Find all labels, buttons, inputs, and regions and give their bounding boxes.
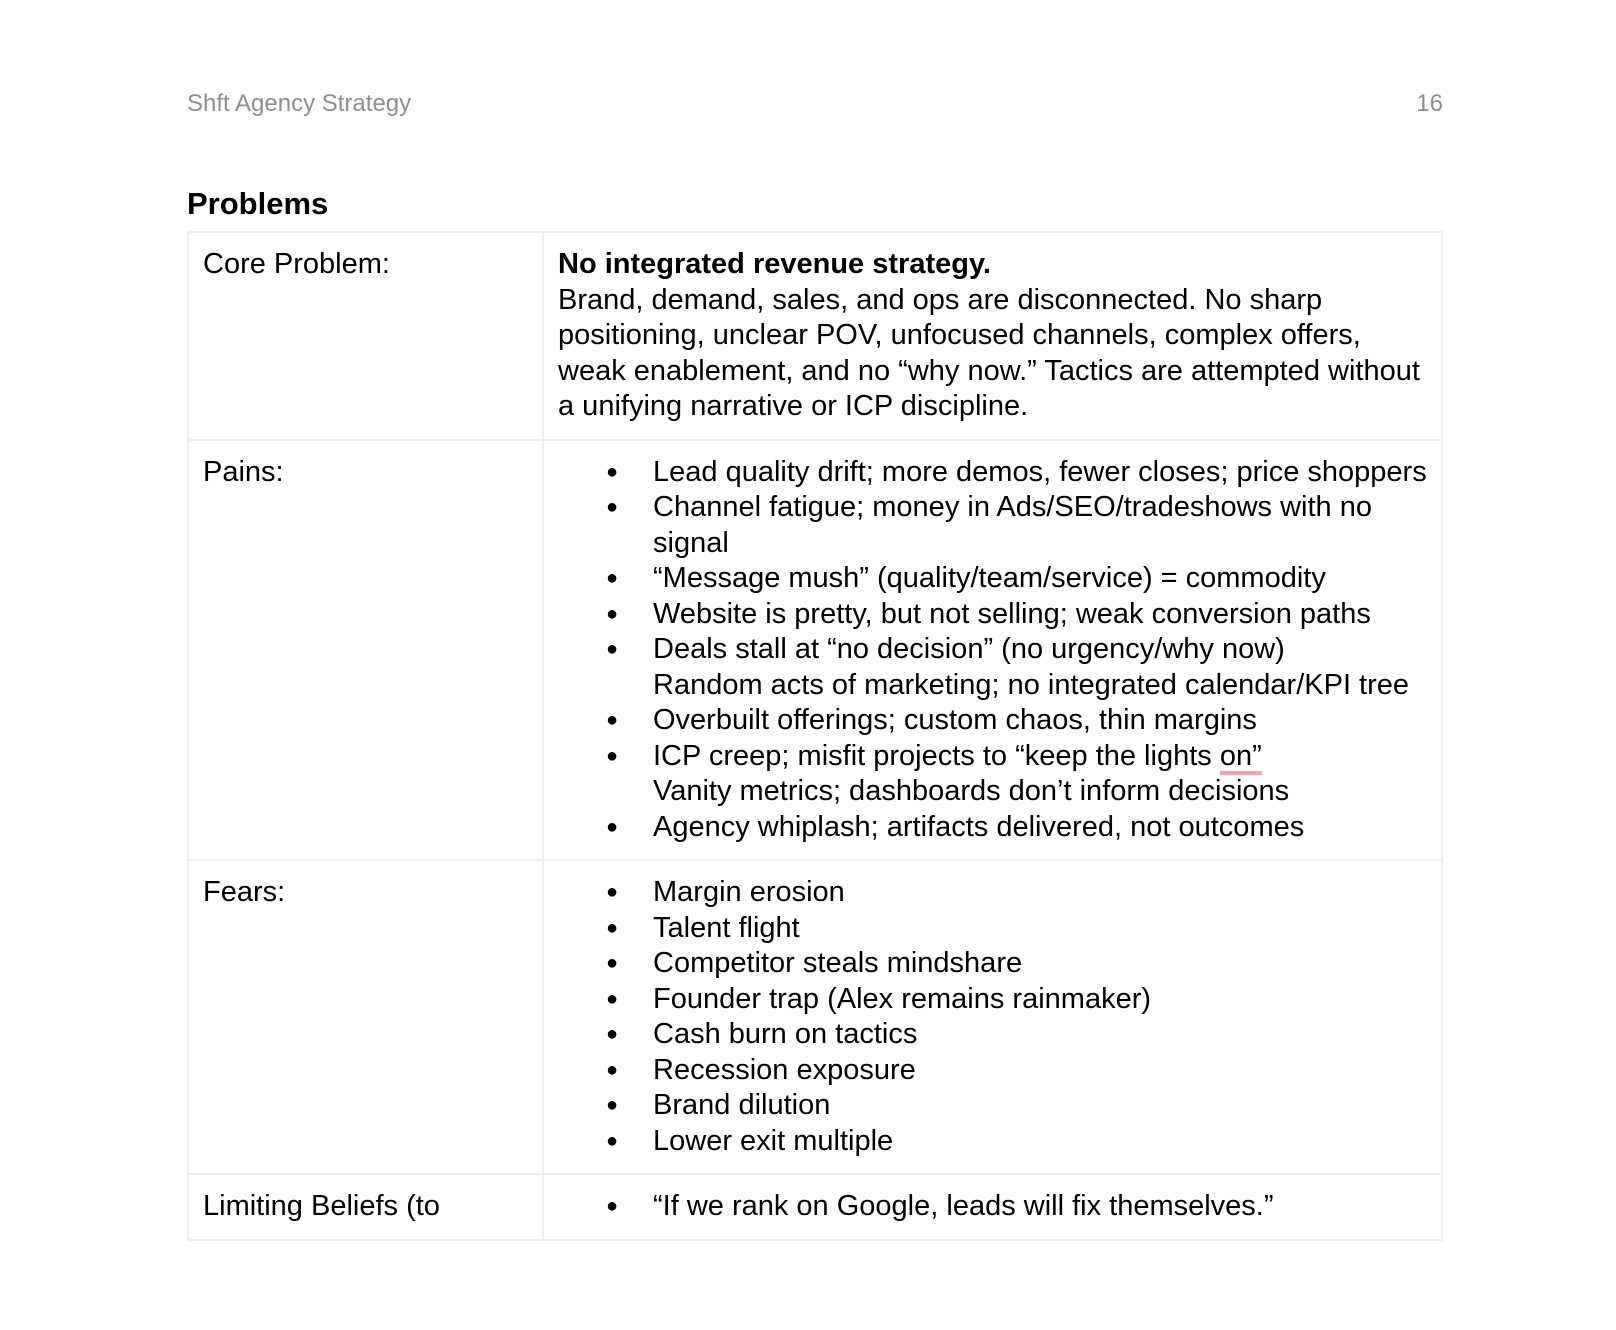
- core-problem-description: Brand, demand, sales, and ops are disconnected. No sharp positioning, unclear POV, unfocused channels, complex offers, weak enablement, and no “why now.” Tactics are attempted without a unifying narrative or ICP discipline.: [558, 283, 1420, 422]
- row-label: Core Problem:: [188, 232, 543, 440]
- page-header: [187, 90, 1443, 118]
- list-item: [558, 632, 1427, 703]
- row-content: [543, 232, 1442, 440]
- list-item: ● Talent flight: [558, 911, 1427, 947]
- list-item-text: Random acts of marketing; no integrated calendar/KPI tree: [653, 668, 1410, 701]
- row-label: Pains:: [188, 440, 543, 861]
- page-number: 16: [1416, 90, 1443, 117]
- table-row-core-problem: [188, 232, 1442, 440]
- row-label: Limiting Beliefs (to: [188, 1174, 543, 1240]
- row-label: Fears:: [188, 860, 543, 1174]
- pains-list: [558, 455, 1427, 846]
- table-row-fears: [188, 860, 1442, 1174]
- list-item: ● “Message mush” (quality/team/service) = commodity: [558, 561, 1427, 597]
- spellcheck-underline[interactable]: on”: [1219, 739, 1262, 772]
- list-item: ● Brand dilution: [558, 1088, 1427, 1124]
- section-title: Problems: [187, 186, 329, 221]
- problems-table: [187, 231, 1443, 1241]
- list-item-text: ICP creep; misfit projects to “keep the lights: [653, 739, 1220, 772]
- list-item: ● Website is pretty, but not selling; weak conversion paths: [558, 597, 1427, 633]
- list-item: [558, 739, 1427, 810]
- list-item: ● Agency whiplash; artifacts delivered, not outcomes: [558, 810, 1427, 846]
- list-item: ● Recession exposure: [558, 1053, 1427, 1089]
- list-item: ● Lead quality drift; more demos, fewer closes; price shoppers: [558, 455, 1427, 491]
- list-item: ● Cash burn on tactics: [558, 1017, 1427, 1053]
- list-item: ● Founder trap (Alex remains rainmaker): [558, 982, 1427, 1018]
- document-title: Shft Agency Strategy: [187, 90, 412, 117]
- list-item-text: Vanity metrics; dashboards don’t inform decisions: [653, 775, 1290, 807]
- table-row-limiting-beliefs: [188, 1174, 1442, 1240]
- core-problem-headline: No integrated revenue strategy.: [558, 248, 991, 280]
- row-content: [543, 860, 1442, 1174]
- row-content: [543, 440, 1442, 861]
- limiting-beliefs-list: [558, 1189, 1427, 1225]
- list-item: ● “If we rank on Google, leads will fix themselves.”: [558, 1189, 1427, 1225]
- list-item: ● Channel fatigue; money in Ads/SEO/tradeshows with no signal: [558, 490, 1427, 561]
- list-item: ● Margin erosion: [558, 875, 1427, 911]
- table-row-pains: [188, 440, 1442, 861]
- list-item: ● Lower exit multiple: [558, 1124, 1427, 1160]
- list-item: ● Competitor steals mindshare: [558, 946, 1427, 982]
- list-item-text: Deals stall at “no decision” (no urgency/why now): [653, 633, 1285, 665]
- row-content: [543, 1174, 1442, 1240]
- list-item: ● Overbuilt offerings; custom chaos, thin margins: [558, 703, 1427, 739]
- fears-list: [558, 875, 1427, 1159]
